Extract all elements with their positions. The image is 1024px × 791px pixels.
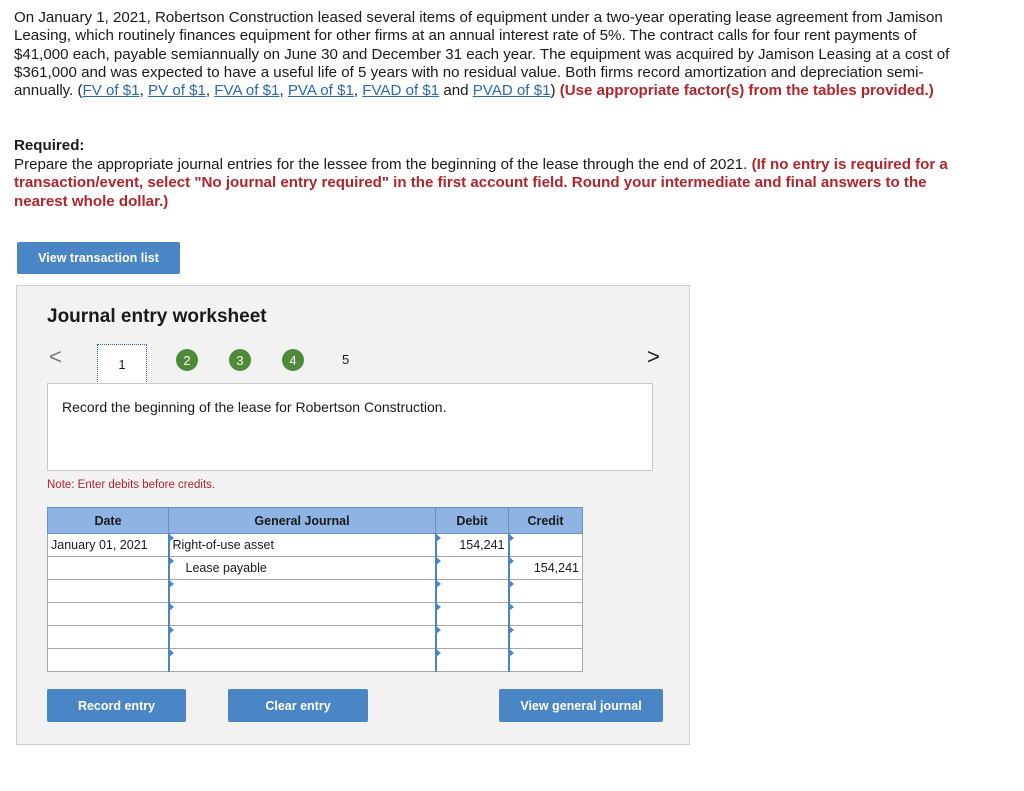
separator: and xyxy=(439,82,473,100)
view-general-journal-button[interactable]: View general journal xyxy=(499,689,663,722)
debit-cell[interactable] xyxy=(436,649,509,672)
date-cell[interactable] xyxy=(48,649,169,672)
table-row xyxy=(48,649,583,672)
journal-table xyxy=(47,507,583,672)
required-instruction: Prepare the appropriate journal entries for the lessee from the beginning of the lease through the end of 2021. xyxy=(14,156,752,173)
fv-table-link[interactable]: FV of $1 xyxy=(82,82,140,100)
prev-step-arrow-icon[interactable]: < xyxy=(49,344,62,369)
separator: , xyxy=(205,82,215,100)
separator: , xyxy=(139,82,148,100)
step-3[interactable]: 3 xyxy=(229,349,251,371)
pv-table-link[interactable]: PV of $1 xyxy=(147,82,206,100)
separator: ) xyxy=(550,82,560,100)
pvad-table-link[interactable]: PVAD of $1 xyxy=(472,82,551,100)
debit-cell[interactable] xyxy=(436,557,509,580)
table-row xyxy=(48,534,583,557)
table-row xyxy=(48,557,583,580)
required-heading: Required: xyxy=(14,137,85,154)
table-row xyxy=(48,603,583,626)
pva-table-link[interactable]: PVA of $1 xyxy=(287,82,354,100)
credit-cell[interactable] xyxy=(509,603,583,626)
worksheet-title: Journal entry worksheet xyxy=(47,306,267,327)
fva-table-link[interactable]: FVA of $1 xyxy=(214,82,280,100)
credit-cell[interactable]: 154,241 xyxy=(509,557,583,580)
debit-header: Debit xyxy=(436,508,509,534)
step-1[interactable]: 1 xyxy=(97,344,147,384)
separator: , xyxy=(279,82,288,100)
step-5[interactable]: 5 xyxy=(342,352,350,367)
journal-worksheet-panel xyxy=(16,285,690,745)
account-cell[interactable]: Right-of-use asset xyxy=(169,534,436,557)
entry-note: Note: Enter debits before credits. xyxy=(47,479,216,491)
required-text xyxy=(14,156,974,211)
transaction-description xyxy=(47,383,653,471)
account-cell[interactable] xyxy=(169,603,436,626)
problem-statement xyxy=(14,9,974,100)
date-header: Date xyxy=(48,508,169,534)
problem-text: On January 1, 2021, Robertson Construction leased several items of equipment under a two-year operating lease agreement from Jamison Leasing, which routinely finances equipment for other firms at an annual interest rate of 5%. The contract calls for four rent payments of $41,000 each, payable semiannually on June 30 and December 31 each year. The equipment was acquired by Jamison Leasing at a cost of $361,000 and was expected to have a useful life of 5 years with no residual value. Both firms record amortization and depreciation semi-annually. ( xyxy=(14,9,950,100)
view-transaction-list-button[interactable]: View transaction list xyxy=(17,242,180,274)
credit-cell[interactable] xyxy=(509,649,583,672)
factor-instruction: (Use appropriate factor(s) from the tables provided.) xyxy=(559,82,934,100)
account-header: General Journal xyxy=(169,508,436,534)
account-cell[interactable] xyxy=(169,580,436,603)
step-2[interactable]: 2 xyxy=(176,349,198,371)
account-cell[interactable]: Lease payable xyxy=(169,557,436,580)
credit-header: Credit xyxy=(509,508,583,534)
credit-cell[interactable] xyxy=(509,534,583,557)
journal-header-row xyxy=(48,508,583,534)
date-cell[interactable] xyxy=(48,557,169,580)
account-cell[interactable] xyxy=(169,626,436,649)
debit-cell[interactable] xyxy=(436,580,509,603)
next-step-arrow-icon[interactable]: > xyxy=(647,344,660,369)
date-cell[interactable]: January 01, 2021 xyxy=(48,534,169,557)
step-4[interactable]: 4 xyxy=(282,349,304,371)
fvad-table-link[interactable]: FVAD of $1 xyxy=(362,82,440,100)
date-cell[interactable] xyxy=(48,580,169,603)
separator: , xyxy=(353,82,363,100)
date-cell[interactable] xyxy=(48,603,169,626)
table-row xyxy=(48,626,583,649)
credit-cell[interactable] xyxy=(509,580,583,603)
description-text: Record the beginning of the lease for Robertson Construction. xyxy=(62,399,447,415)
debit-cell[interactable]: 154,241 xyxy=(436,534,509,557)
debit-cell[interactable] xyxy=(436,603,509,626)
clear-entry-button[interactable]: Clear entry xyxy=(228,689,368,722)
account-cell[interactable] xyxy=(169,649,436,672)
table-row xyxy=(48,580,583,603)
credit-cell[interactable] xyxy=(509,626,583,649)
rounding-instruction: (If no entry is required for a transaction/event, select "No journal entry required" in the first account field. Round your intermediate and final answers to the nearest whole dollar.) xyxy=(14,156,948,210)
date-cell[interactable] xyxy=(48,626,169,649)
record-entry-button[interactable]: Record entry xyxy=(47,689,186,722)
debit-cell[interactable] xyxy=(436,626,509,649)
